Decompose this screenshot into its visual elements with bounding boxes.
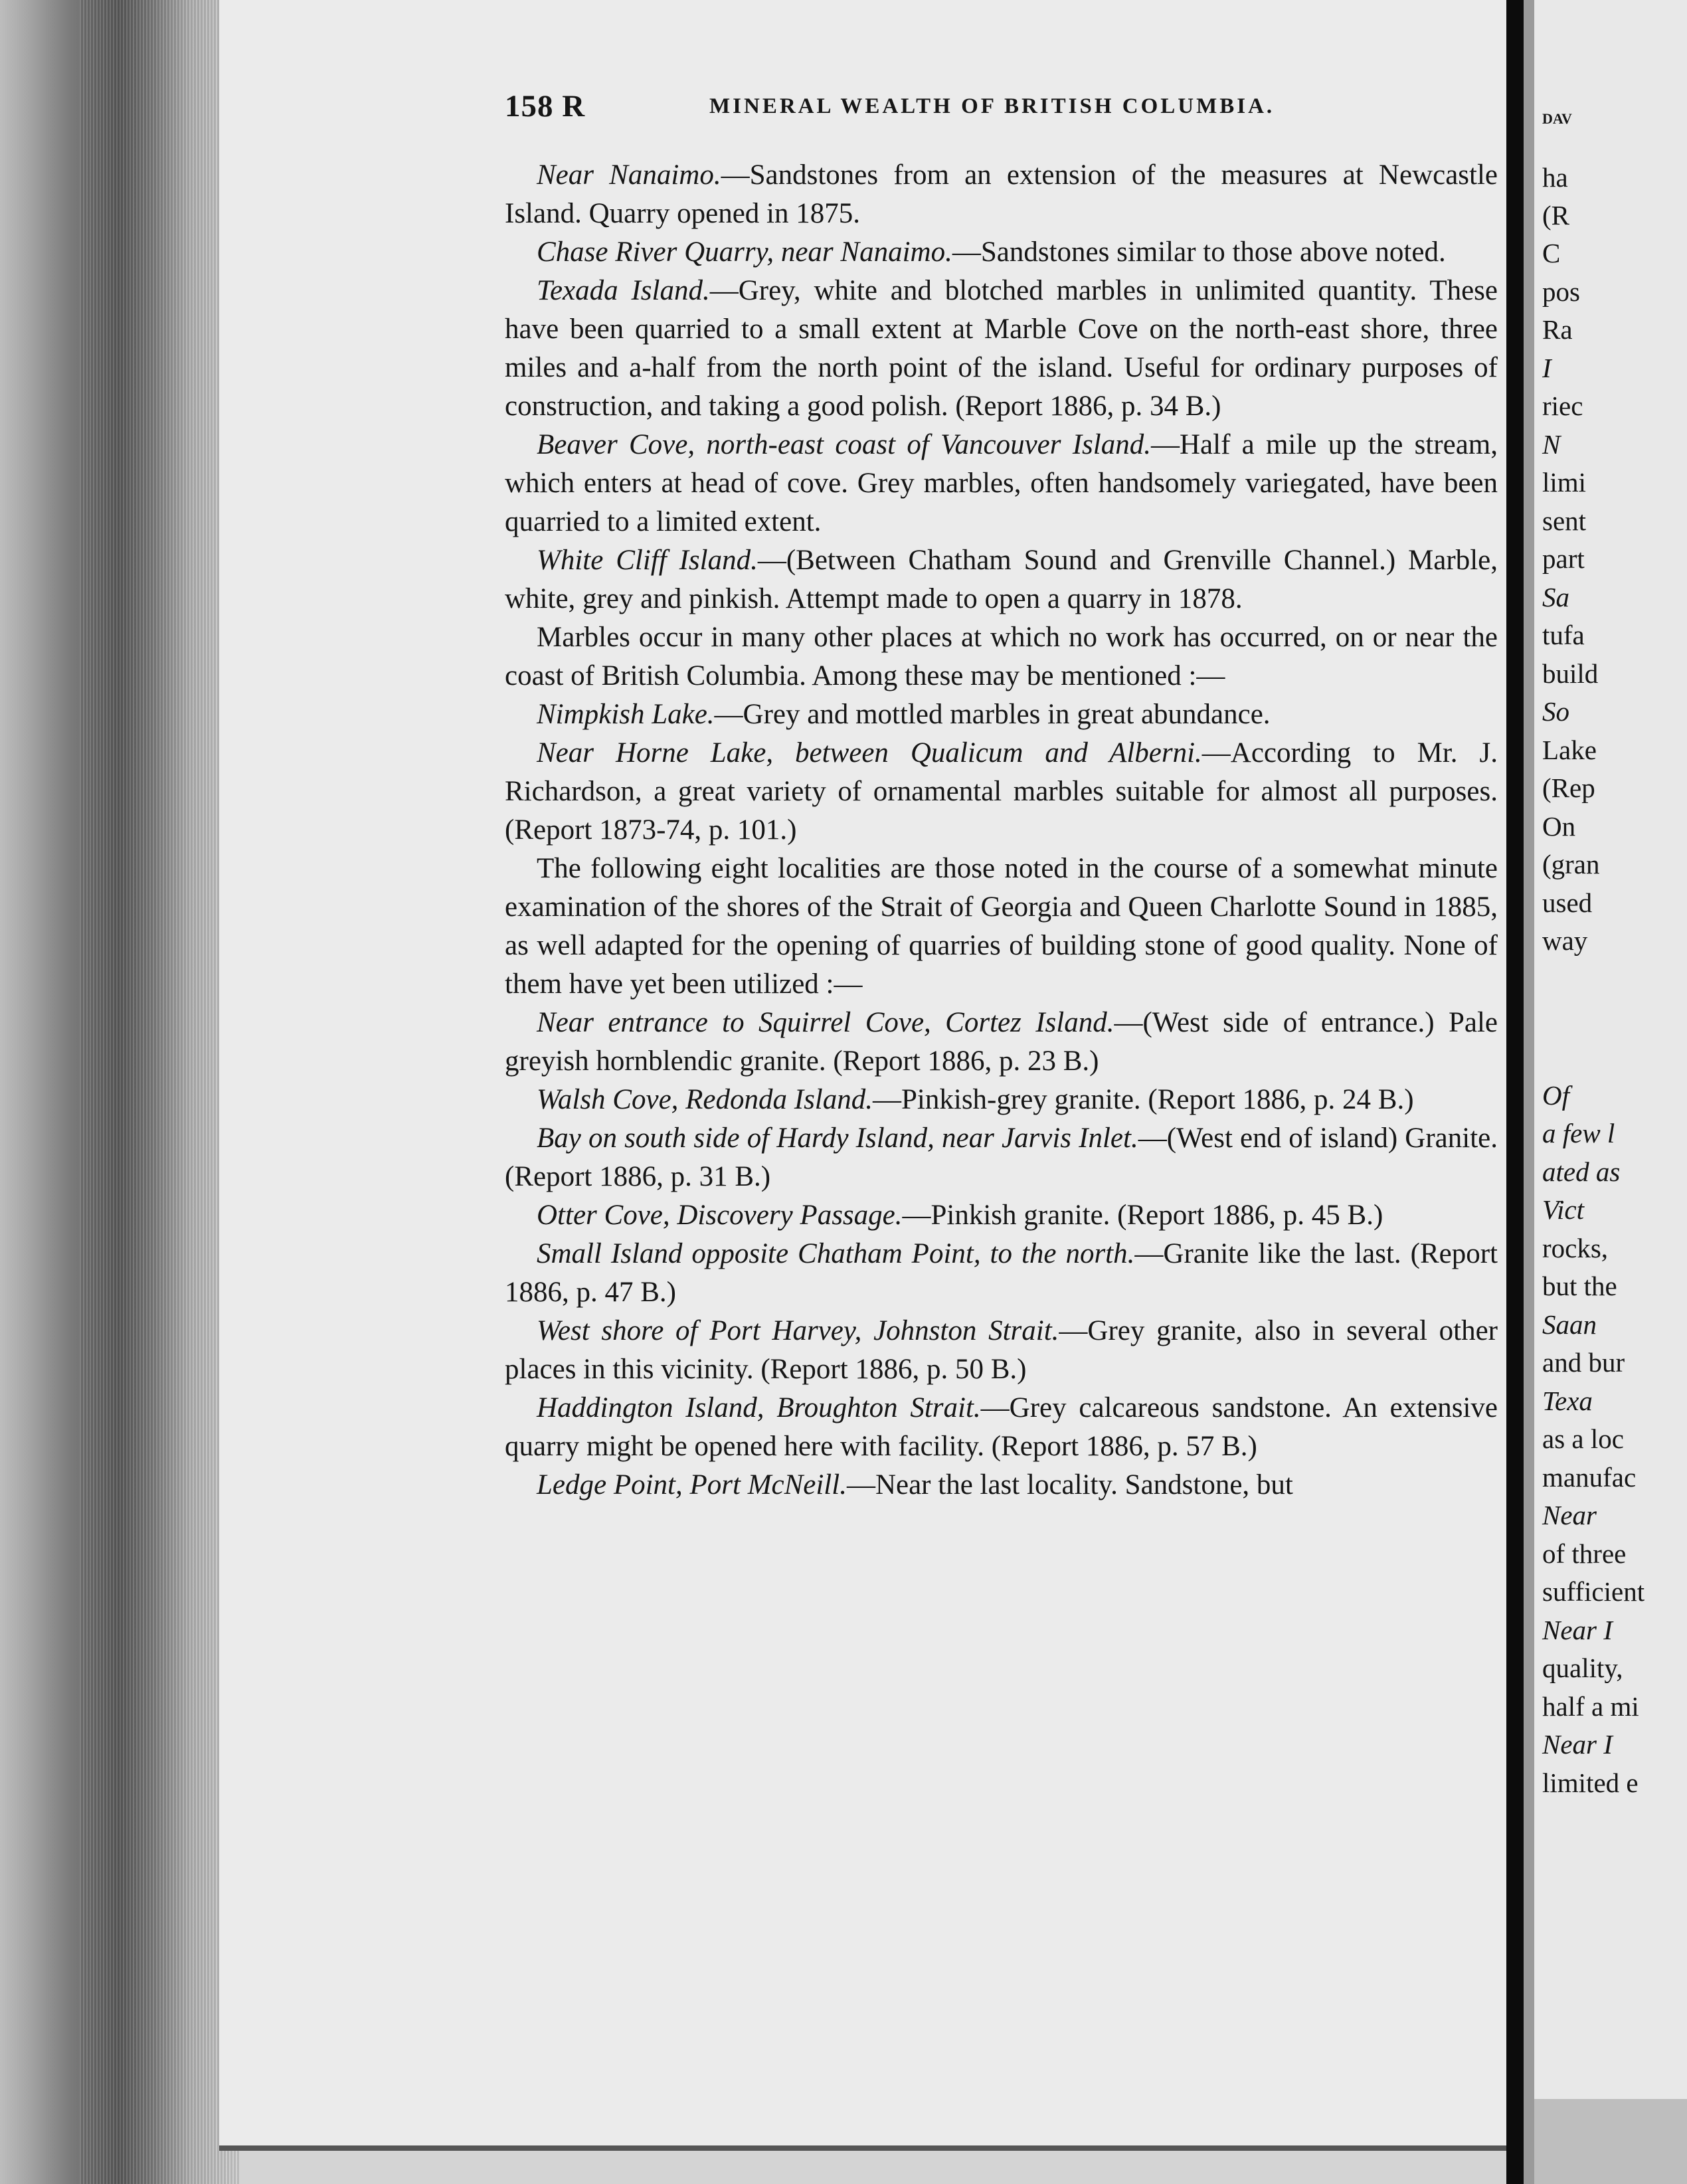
paragraph-text: —(West side of entrance.) Pale greyish hornblendic granite. (Report 1886, p. 23 B.) <box>505 1007 1498 1077</box>
locality-name: Otter Cove, Discovery Passage. <box>537 1200 903 1231</box>
locality-name: Chase River Quarry, near Nanaimo. <box>537 236 952 268</box>
paragraph <box>505 1389 1498 1466</box>
adjacent-page-fragment: limited e <box>1542 1768 1639 1798</box>
paragraph-text: —Granite like the last. (Report 1886, p. 47 B.) <box>505 1238 1498 1308</box>
paragraph <box>505 1235 1498 1312</box>
adjacent-page-fragment: part <box>1542 543 1585 574</box>
paragraph-text: —Sandstones similar to those above noted. <box>952 236 1446 268</box>
paragraph-text: —Grey, white and blotched marbles in unlimited quantity. These have been quarried to a small extent at Marble Cove on the north-east shore, three miles and a-half from the north point of the island. Useful for ordinary purposes of construction, and taking a good polish. (Report 1886, p. 34 B.) <box>505 275 1498 422</box>
adjacent-page-fragment: Saan <box>1542 1309 1597 1340</box>
adjacent-page-fragment: ated as <box>1542 1156 1621 1187</box>
paragraph <box>505 541 1498 618</box>
paragraph <box>505 695 1498 734</box>
running-title: MINERAL WEALTH OF BRITISH COLUMBIA. <box>709 94 1275 118</box>
body-text <box>505 156 1498 1504</box>
paragraph-text: —Grey and mottled marbles in great abundance. <box>714 699 1271 730</box>
adjacent-page-fragment: Near <box>1542 1500 1597 1530</box>
locality-name: Ledge Point, Port McNeill. <box>537 1469 847 1501</box>
paragraph <box>505 1119 1498 1196</box>
adjacent-page-fragment: limi <box>1542 467 1587 498</box>
adjacent-page-fragment: as a loc <box>1542 1423 1624 1454</box>
locality-name: Walsh Cove, Redonda Island. <box>537 1084 873 1115</box>
paragraph <box>505 734 1498 850</box>
paragraph <box>505 850 1498 1004</box>
adjacent-page-fragment: Texa <box>1542 1386 1593 1416</box>
paragraph-text: —Near the last locality. Sandstone, but <box>846 1469 1293 1501</box>
page-edge-lines <box>80 0 239 2184</box>
paragraph <box>505 272 1498 426</box>
paragraph-text: —Pinkish granite. (Report 1886, p. 45 B.) <box>902 1200 1383 1231</box>
locality-name: White Cliff Island. <box>537 545 758 576</box>
paragraph-text: —Pinkish-grey granite. (Report 1886, p. 24 B.) <box>873 1084 1414 1115</box>
adjacent-page-fragment: and bur <box>1542 1347 1625 1378</box>
paragraph <box>505 618 1498 695</box>
adjacent-page-fragment: quality, <box>1542 1653 1623 1683</box>
adjacent-page-fragment: rocks, <box>1542 1233 1609 1263</box>
locality-name: Texada Island. <box>537 275 710 306</box>
locality-name: Beaver Cove, north-east coast of Vancouver Island. <box>537 429 1151 460</box>
adjacent-page-fragment: Near I <box>1542 1729 1613 1760</box>
adjacent-page-fragment: Of <box>1542 1080 1569 1111</box>
adjacent-page-fragment: I <box>1542 353 1552 383</box>
adjacent-page-fragment: C <box>1542 238 1561 268</box>
adjacent-page-fragment: sufficient <box>1542 1576 1645 1607</box>
paragraph-text: —Grey granite, also in several other places in this vicinity. (Report 1886, p. 50 B.) <box>505 1315 1498 1385</box>
adjacent-page-fragment: way <box>1542 925 1588 956</box>
paragraph-text: —Half a mile up the stream, which enters at head of cove. Grey marbles, often handsomely variegated, have been quarried to a limited extent. <box>505 429 1498 537</box>
spine-shadow <box>1524 0 1534 2184</box>
page-number: 158 R <box>505 89 586 124</box>
adjacent-page-fragment: riec <box>1542 391 1583 421</box>
adjacent-page-fragment: (gran <box>1542 849 1600 879</box>
adjacent-page-fragment: Near I <box>1542 1615 1613 1645</box>
paragraph <box>505 1312 1498 1389</box>
adjacent-page-fragment: Vict <box>1542 1194 1584 1225</box>
paragraph <box>505 233 1498 272</box>
paragraph <box>505 1466 1498 1504</box>
adjacent-page-fragment: (R <box>1542 200 1569 230</box>
adjacent-page-fragment: pos <box>1542 276 1580 307</box>
adjacent-page-fragment: tufa <box>1542 620 1585 650</box>
adjacent-page-fragment: N <box>1542 429 1561 460</box>
adjacent-page-fragment: of three <box>1542 1538 1627 1569</box>
adjacent-page <box>1534 0 1687 2184</box>
paragraph-text: The following eight localities are those noted in the course of a somewhat minute examination of the shores of the Strait of Georgia and Queen Charlotte Sound in 1885, as well adapted for the opening of quarries of building stone of good quality. None of them have yet been utilized :— <box>505 853 1498 1000</box>
locality-name: Bay on south side of Hardy Island, near Jarvis Inlet. <box>537 1123 1138 1154</box>
adjacent-page-fragment: On <box>1542 811 1576 842</box>
locality-name: Small Island opposite Chatham Point, to the north. <box>537 1238 1135 1269</box>
paragraph-text: —Grey calcareous sandstone. An extensive quarry might be opened here with facility. (Report 1886, p. 57 B.) <box>505 1392 1498 1462</box>
locality-name: Near entrance to Squirrel Cove, Cortez Island. <box>537 1007 1114 1038</box>
locality-name: Haddington Island, Broughton Strait. <box>537 1392 981 1423</box>
paragraph <box>505 1081 1498 1119</box>
adjacent-page-fragment: Ra <box>1542 314 1573 345</box>
paragraph-text: —(West end of island) Granite. (Report 1886, p. 31 B.) <box>505 1123 1498 1192</box>
locality-name: Near Horne Lake, between Qualicum and Alberni. <box>537 737 1202 769</box>
adjacent-page-fragment: (Rep <box>1542 773 1595 803</box>
adjacent-page-fragment: manufac <box>1542 1462 1637 1493</box>
book-spine <box>1506 0 1524 2184</box>
adjacent-page-fragment: but the <box>1542 1271 1617 1301</box>
adjacent-page-fragment: Lake <box>1542 735 1597 765</box>
paragraph <box>505 156 1498 233</box>
paragraph <box>505 1004 1498 1081</box>
adjacent-page-fragment: sent <box>1542 505 1587 536</box>
adjacent-page-fragment: used <box>1542 887 1593 918</box>
adjacent-page-fragment: a few l <box>1542 1118 1615 1148</box>
paragraph-text: —Sandstones from an extension of the measures at Newcastle Island. Quarry opened in 1875. <box>505 159 1498 229</box>
adjacent-page-fragment: ha <box>1542 162 1568 193</box>
paragraph <box>505 1196 1498 1235</box>
adjacent-page-fragment: DAV <box>1542 110 1572 127</box>
adjacent-page-fragment: Sa <box>1542 582 1569 612</box>
locality-name: Nimpkish Lake. <box>537 699 715 730</box>
locality-name: Near Nanaimo. <box>537 159 721 191</box>
paragraph-text: —(Between Chatham Sound and Grenville Channel.) Marble, white, grey and pinkish. Attempt made to open a quarry in 1878. <box>505 545 1498 614</box>
adjacent-page-fragment: build <box>1542 658 1599 689</box>
adjacent-page-bottom-edge <box>1534 2099 1687 2184</box>
locality-name: West shore of Port Harvey, Johnston Strait. <box>537 1315 1059 1346</box>
adjacent-page-fragment: So <box>1542 696 1569 727</box>
paragraph <box>505 426 1498 541</box>
adjacent-page-fragment: half a mi <box>1542 1691 1639 1722</box>
paragraph-text: Marbles occur in many other places at which no work has occurred, on or near the coast of British Columbia. Among these may be mentioned :— <box>505 622 1498 691</box>
paragraph-text: —According to Mr. J. Richardson, a great variety of ornamental marbles suitable for almost all purposes. (Report 1873-74, p. 101.) <box>505 737 1498 846</box>
